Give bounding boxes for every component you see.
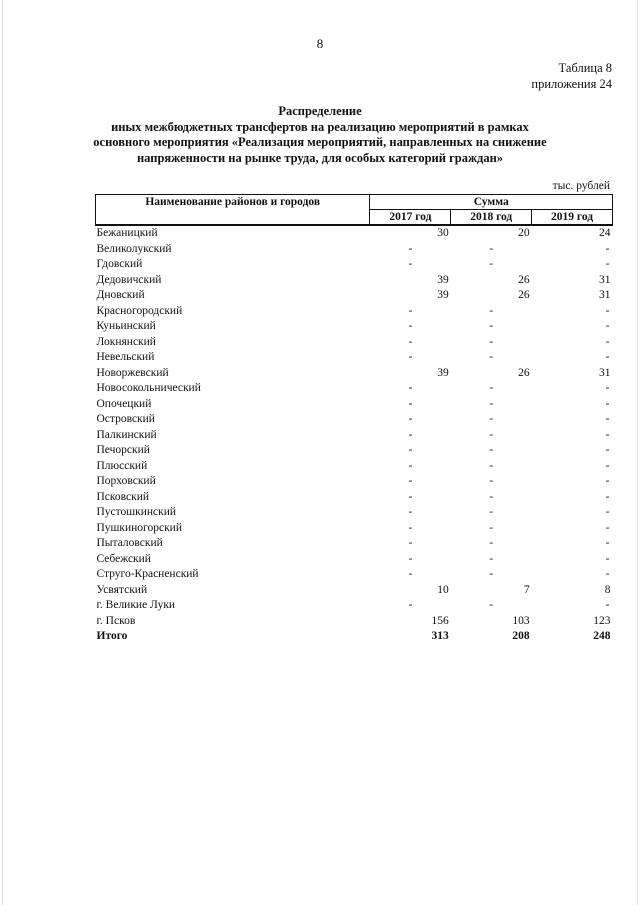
value-2019: - — [605, 320, 610, 332]
value-2017: - — [408, 258, 413, 270]
table-label: Таблица 8 — [558, 61, 612, 75]
table-row — [96, 350, 613, 366]
value-2018: 26 — [518, 289, 530, 301]
value-2017: 39 — [437, 273, 449, 286]
value-2018: - — [489, 428, 494, 441]
value-2017: - — [408, 506, 413, 518]
value-2018: - — [489, 599, 494, 611]
value-2019: - — [605, 506, 610, 518]
total-value-2017: 313 — [431, 630, 449, 642]
value-2019: 24 — [599, 227, 611, 239]
district-name: Пыталовский — [96, 537, 163, 549]
table-reference — [531, 60, 612, 92]
table-row — [96, 598, 613, 614]
document-title — [90, 104, 550, 166]
value-2018: - — [489, 335, 494, 348]
annex-label: приложения 24 — [531, 77, 612, 91]
table-row — [96, 397, 613, 413]
value-2018: - — [489, 506, 494, 518]
value-2017: - — [408, 397, 413, 410]
district-name: Струго-Красненский — [96, 568, 199, 580]
value-2019: - — [605, 599, 610, 611]
table-row — [96, 366, 613, 382]
district-name: Печорский — [96, 444, 150, 456]
value-2019: - — [605, 382, 610, 394]
table-row — [96, 304, 613, 320]
column-header-sum: Сумма — [370, 195, 613, 210]
value-2018: - — [489, 521, 494, 534]
value-2019: - — [605, 397, 610, 410]
table-row — [96, 335, 613, 351]
table-row — [96, 459, 613, 475]
value-2017: 39 — [437, 366, 449, 379]
value-2018: - — [489, 413, 494, 425]
table-body — [96, 225, 613, 645]
value-2019: - — [605, 428, 610, 441]
distribution-table — [95, 194, 613, 645]
column-header-year-2018: 2018 год — [451, 210, 532, 226]
district-name: Себежский — [96, 552, 151, 565]
value-2019: - — [605, 490, 610, 503]
value-2017: 156 — [431, 614, 449, 627]
table-row — [96, 521, 613, 537]
value-2018: - — [489, 397, 494, 410]
value-2017: - — [408, 413, 413, 425]
title-line-1: Распределение — [278, 104, 362, 118]
page-edge-right — [637, 0, 638, 905]
value-2017: - — [408, 304, 413, 317]
table-row — [96, 288, 613, 304]
value-2019: 123 — [593, 614, 611, 627]
table-row — [96, 242, 613, 258]
value-2018: - — [489, 490, 494, 503]
value-2019: - — [605, 521, 610, 534]
value-2017: - — [408, 521, 413, 534]
value-2017: - — [408, 475, 413, 487]
table-total-row — [96, 629, 613, 645]
total-label: Итого — [96, 630, 128, 642]
value-2017: - — [408, 242, 413, 255]
district-name: Дедовичский — [96, 273, 162, 286]
district-name: Палкинский — [96, 428, 157, 441]
value-2017: - — [408, 459, 413, 472]
value-2018: - — [489, 475, 494, 487]
value-2019: 31 — [599, 273, 611, 286]
district-name: г. Псков — [96, 614, 136, 627]
value-2019: 8 — [604, 583, 611, 596]
table-row — [96, 412, 613, 428]
value-2018: - — [489, 444, 494, 456]
value-2019: - — [605, 335, 610, 348]
value-2019: - — [605, 537, 610, 549]
value-2017: - — [408, 552, 413, 565]
district-name: Красногородский — [96, 304, 183, 317]
column-header-name: Наименование районов и городов — [96, 195, 370, 226]
table-row — [96, 536, 613, 552]
district-name: Плюсский — [96, 459, 148, 472]
value-2018: - — [489, 258, 494, 270]
total-value-2019: 248 — [593, 630, 611, 642]
table-row — [96, 443, 613, 459]
value-2019: - — [605, 444, 610, 456]
page-edge-left — [2, 0, 3, 905]
table-row — [96, 381, 613, 397]
value-2018: - — [489, 537, 494, 549]
table-row — [96, 490, 613, 506]
value-2019: 31 — [599, 366, 611, 379]
table-row — [96, 583, 613, 599]
district-name: Дновский — [96, 289, 145, 301]
district-name: Новоржевский — [96, 366, 169, 379]
value-2018: 20 — [518, 227, 530, 239]
value-2018: 26 — [518, 273, 530, 286]
page-number: 8 — [316, 36, 324, 51]
value-2018: - — [489, 320, 494, 332]
value-2019: - — [605, 304, 610, 317]
district-name: Опочецкий — [96, 397, 152, 410]
value-2017: 39 — [437, 289, 449, 301]
column-header-year-2017: 2017 год — [370, 210, 451, 226]
value-2018: - — [489, 351, 494, 363]
value-2017: - — [408, 335, 413, 348]
district-name: Пустошкинский — [96, 506, 177, 518]
district-name: Локнянский — [96, 335, 156, 348]
table-row — [96, 257, 613, 273]
value-2019: - — [605, 475, 610, 487]
value-2018: - — [489, 459, 494, 472]
district-name: Гдовский — [96, 258, 143, 270]
value-2019: - — [605, 351, 610, 363]
total-value-2018: 208 — [512, 630, 530, 642]
table-row — [96, 614, 613, 630]
value-2017: 30 — [437, 227, 449, 239]
value-2018: - — [489, 552, 494, 565]
units-label: тыс. рублей — [552, 180, 610, 192]
table-row — [96, 225, 613, 242]
district-name: Куньинский — [96, 320, 156, 332]
value-2018: 7 — [523, 583, 530, 596]
table-row — [96, 552, 613, 568]
table-row — [96, 428, 613, 444]
district-name: Пушкиногорский — [96, 521, 182, 534]
column-header-year-2019: 2019 год — [532, 210, 613, 226]
value-2018: - — [489, 382, 494, 394]
value-2017: - — [408, 568, 413, 580]
value-2017: - — [408, 444, 413, 456]
value-2017: - — [408, 428, 413, 441]
district-name: Бежаницкий — [96, 227, 158, 239]
value-2017: - — [408, 599, 413, 611]
district-name: Невельский — [96, 351, 155, 363]
value-2017: - — [408, 351, 413, 363]
table-row — [96, 273, 613, 289]
value-2019: - — [605, 258, 610, 270]
table-row — [96, 505, 613, 521]
value-2017: - — [408, 382, 413, 394]
value-2019: - — [605, 568, 610, 580]
value-2019: - — [605, 552, 610, 565]
value-2018: 26 — [518, 366, 530, 379]
value-2019: - — [605, 459, 610, 472]
value-2018: - — [489, 304, 494, 317]
value-2019: - — [605, 413, 610, 425]
value-2018: 103 — [512, 614, 530, 627]
district-name: г. Великие Луки — [96, 599, 176, 611]
district-name: Великолукский — [96, 242, 172, 255]
title-line-2: иных межбюджетных трансфертов на реализацию мероприятий в рамках основного мероприятия «Реализация мероприятий, направленных на снижение напряженности на рынке труда, для особых категорий граждан» — [93, 119, 547, 165]
table-row — [96, 319, 613, 335]
district-name: Порховский — [96, 475, 156, 487]
table-row — [96, 567, 613, 583]
value-2017: - — [408, 537, 413, 549]
district-name: Островский — [96, 413, 155, 425]
table-row — [96, 474, 613, 490]
value-2017: - — [408, 490, 413, 503]
value-2017: 10 — [437, 583, 449, 596]
district-name: Усвятский — [96, 583, 148, 596]
value-2019: - — [605, 242, 610, 255]
value-2017: - — [408, 320, 413, 332]
district-name: Новосокольнический — [96, 382, 201, 394]
district-name: Псковский — [96, 490, 150, 503]
value-2018: - — [489, 568, 494, 580]
value-2019: 31 — [599, 289, 611, 301]
value-2018: - — [489, 242, 494, 255]
